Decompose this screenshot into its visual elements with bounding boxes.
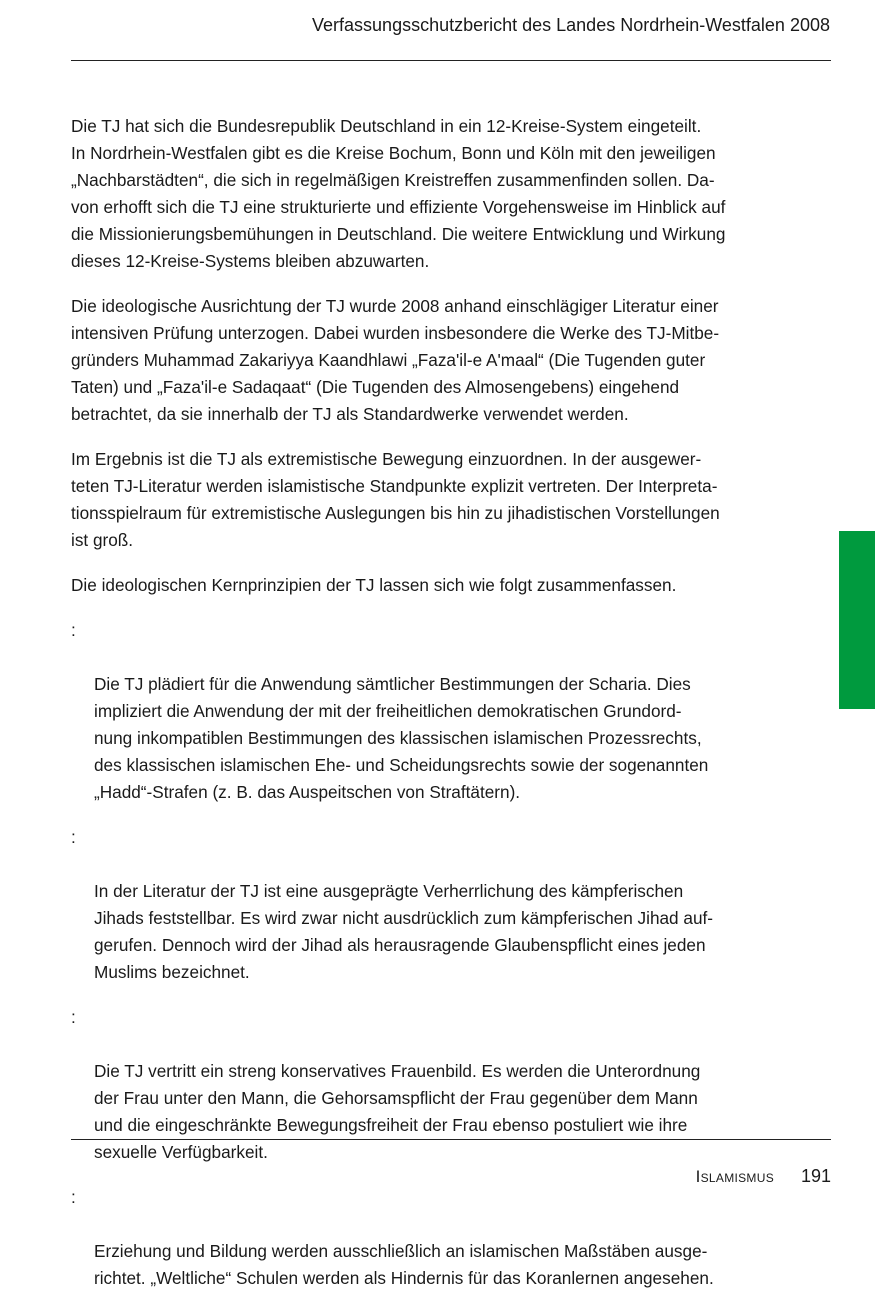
list-item-text: Erziehung und Bildung werden ausschließlich an islamischen Maßstäben ausge- richtet. „Weltliche“ Schulen werden als Hindernis für das Koranlernen angesehen. (94, 1241, 714, 1288)
paragraph: Im Ergebnis ist die TJ als extremistische Bewegung einzuordnen. In der ausgewer- teten TJ-Literatur werden islamistische Standpunkte explizit vertreten. Der Interpreta- tionsspielraum für extremistische Auslegungen bis hin zu jihadistischen Vorstellungen ist groß. (71, 449, 720, 550)
bullet-marker: : (71, 827, 76, 847)
section-color-tab (839, 531, 875, 709)
list-item (71, 1184, 793, 1292)
paragraph: Die ideologischen Kernprinzipien der TJ lassen sich wie folgt zusammenfassen. (71, 575, 677, 595)
footer-section-label: Islamismus (695, 1167, 774, 1186)
list-item (71, 824, 793, 986)
list-item-text: Die TJ vertritt ein streng konservatives Frauenbild. Es werden die Unterordnung der Frau unter den Mann, die Gehorsamspflicht der Frau gegenüber dem Mann und die eingeschränkte Bewegungsfreiheit der Frau ebenso postuliert wie ihre sexuelle Verfügbarkeit. (94, 1061, 701, 1162)
paragraph: Die TJ hat sich die Bundesrepublik Deutschland in ein 12-Kreise-System eingeteilt. In Nordrhein-Westfalen gibt es die Kreise Bochum, Bonn und Köln mit den jeweiligen „Nachbarstädten“, die sich in regelmäßigen Kreistreffen zusammenfinden sollen. Da- von erhofft sich die TJ eine strukturierte und effiziente Vorgehensweise im Hinblick auf die Missionierungsbemühungen in Deutschland. Die weitere Entwicklung und Wirkung dieses 12-Kreise-Systems bleiben abzuwarten. (71, 116, 726, 271)
footer-divider (71, 1139, 831, 1140)
header-divider (71, 60, 831, 61)
running-header: Verfassungsschutzbericht des Landes Nordrhein-Westfalen 2008 (312, 15, 830, 35)
bullet-marker: : (71, 1187, 76, 1207)
list-item (71, 1004, 793, 1166)
body-text (71, 113, 793, 1310)
list-item-text: Die TJ plädiert für die Anwendung sämtlicher Bestimmungen der Scharia. Dies impliziert die Anwendung der mit der freiheitlichen demokratischen Grundord- nung inkompatiblen Bestimmungen des klassischen islamischen Prozessrechts, des klassischen islamischen Ehe- und Scheidungsrechts sowie der sogenannten „Hadd“-Strafen (z. B. das Auspeitschen von Straftätern). (94, 674, 709, 802)
list-item-text: In der Literatur der TJ ist eine ausgeprägte Verherrlichung des kämpferischen Jihads feststellbar. Es wird zwar nicht ausdrücklich zum kämpferischen Jihad auf- gerufen. Dennoch wird der Jihad als herausragende Glaubenspflicht eines jeden Muslims bezeichnet. (94, 881, 714, 982)
bullet-marker: : (71, 1007, 76, 1027)
paragraph: Die ideologische Ausrichtung der TJ wurde 2008 anhand einschlägiger Literatur einer intensiven Prüfung unterzogen. Dabei wurden insbesondere die Werke des TJ-Mitbe- gründers Muhammad Zakariyya Kaandhlawi „Faza'il-e A'maal“ (Die Tugenden guter Taten) und „Faza'il-e Sadaqaat“ (Die Tugenden des Almosengebens) eingehend betrachtet, da sie innerhalb der TJ als Standardwerke verwendet werden. (71, 296, 720, 424)
list-item (71, 617, 793, 806)
bullet-marker: : (71, 620, 76, 640)
core-principles-list (71, 617, 793, 1292)
page-number: 191 (800, 1166, 831, 1186)
